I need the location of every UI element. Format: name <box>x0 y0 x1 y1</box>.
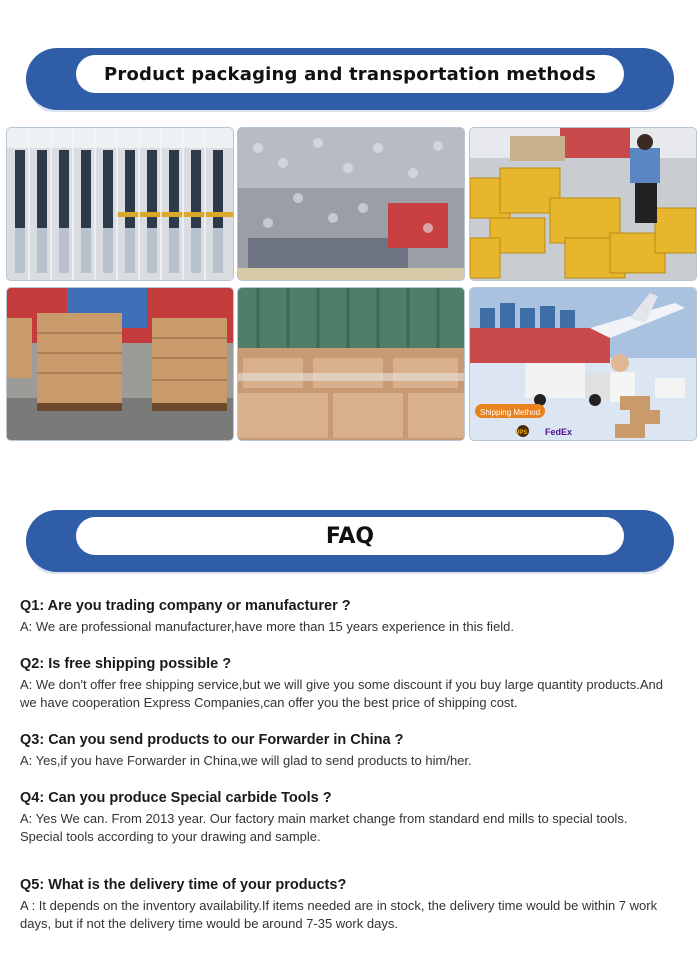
shipping-method-badge: Shipping Method <box>480 408 541 417</box>
photo-cartons-worker <box>469 127 697 281</box>
faq-title: FAQ <box>325 523 375 549</box>
faq-question: Q2: Is free shipping possible ? <box>20 656 232 672</box>
faq-item-4 <box>20 790 670 846</box>
bullet-dot-right <box>634 529 646 541</box>
bullet-dot-left <box>54 529 66 541</box>
ups-logo: UPS <box>515 430 528 436</box>
fedex-logo: FedEx <box>545 427 573 437</box>
faq-question: Q1: Are you trading company or manufacturer ? <box>20 598 351 614</box>
packaging-section-header <box>26 48 674 110</box>
faq-question: Q5: What is the delivery time of your products? <box>20 877 347 893</box>
bullet-dot-right <box>634 67 646 79</box>
faq-item-1 <box>20 598 670 636</box>
faq-answer: A : It depends on the inventory availability.If items needed are in stock, the delivery time would be within 7 work days, but if not the delivery time would be around 7-35 work days. <box>20 898 658 931</box>
photo-container-loading <box>237 287 465 441</box>
photo-bubble-wrap <box>237 127 465 281</box>
photo-packaged-end-mills <box>6 127 234 281</box>
faq-section-header <box>26 510 674 572</box>
faq-item-2 <box>20 656 670 712</box>
faq-answer: A: Yes We can. From 2013 year. Our factory main market change from standard end mills to special tools. Special tools according to your drawing and sample. <box>20 811 628 844</box>
faq-answer: A: We are professional manufacturer,have more than 15 years experience in this field. <box>20 619 515 634</box>
faq-answer: A: We don't offer free shipping service,but we will give you some discount if you buy large quantity products.And we have cooperation Express Companies,can offer you the best price of shipping cost. <box>20 677 663 710</box>
banner-inner <box>76 55 624 93</box>
packaging-title: Product packaging and transportation methods <box>103 63 597 85</box>
faq-answer: A: Yes,if you have Forwarder in China,we will glad to send products to him/her. <box>20 753 472 768</box>
photo-shipping-methods <box>469 287 697 441</box>
faq-item-5 <box>20 877 670 933</box>
faq-question: Q3: Can you send products to our Forwarder in China ? <box>20 732 404 748</box>
bullet-dot-left <box>54 67 66 79</box>
faq-question: Q4: Can you produce Special carbide Tools ? <box>20 790 332 806</box>
photo-pallets-wrapped <box>6 287 234 441</box>
banner-inner <box>76 517 624 555</box>
faq-item-3 <box>20 732 670 770</box>
